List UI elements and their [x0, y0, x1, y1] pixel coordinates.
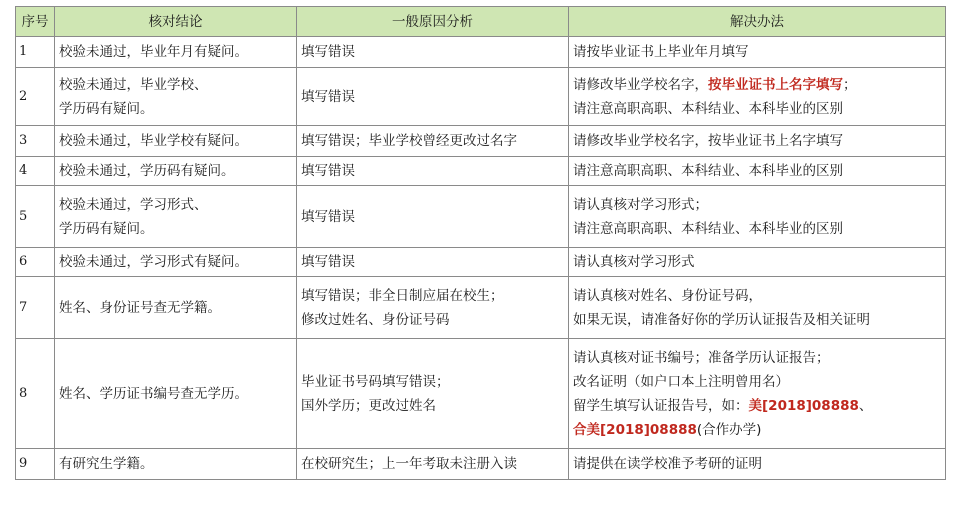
solution-cell	[569, 339, 946, 449]
conclusion-text: 姓名、学历证书编号查无学历。	[59, 385, 248, 402]
solution-text-part: 、	[858, 397, 873, 414]
solution-text	[573, 418, 945, 442]
solution-text: 请提供在读学校准予考研的证明	[573, 456, 762, 472]
row-number: 1	[16, 37, 55, 68]
reason-text: 填写错误；毕业学校曾经更改过名字	[301, 133, 517, 149]
row-number: 9	[16, 449, 55, 480]
solution-text-part: 留学生填写认证报告号，如：	[573, 397, 749, 414]
reason-text: 毕业证书号码填写错误；	[301, 373, 450, 390]
solution-text: 请认真核对证书编号；准备学历认证报告；	[573, 349, 830, 366]
conclusion-cell	[55, 68, 297, 126]
conclusion-cell	[55, 339, 297, 449]
solution-text: 请注意高职高职、本科结业、本科毕业的区别	[573, 220, 843, 237]
conclusion-text: 学历码有疑问。	[59, 220, 154, 237]
solution-cell	[569, 449, 946, 480]
solution-text: 请注意高职高职、本科结业、本科毕业的区别	[573, 163, 843, 179]
highlighted-text: 美[2018]08888	[748, 397, 859, 414]
reason-text: 填写错误	[301, 88, 355, 105]
reason-cell	[297, 339, 569, 449]
solution-text: 请修改毕业学校名字，按毕业证书上名字填写	[573, 133, 843, 149]
solution-text-part: (合作办学)	[696, 421, 762, 438]
row-number: 5	[16, 186, 55, 248]
conclusion-text: 校验未通过，学历码有疑问。	[59, 163, 235, 179]
solution-cell	[569, 157, 946, 186]
reason-text: 填写错误	[301, 208, 355, 225]
table-row	[16, 126, 946, 157]
reason-text: 修改过姓名、身份证号码	[301, 311, 450, 328]
row-number: 7	[16, 277, 55, 339]
row-number: 3	[16, 126, 55, 157]
reason-cell	[297, 248, 569, 277]
reason-cell	[297, 186, 569, 248]
table-row	[16, 68, 946, 126]
conclusion-cell	[55, 248, 297, 277]
conclusion-text: 姓名、身份证号查无学籍。	[59, 299, 221, 316]
conclusion-text: 校验未通过，毕业年月有疑问。	[59, 44, 248, 60]
solution-cell	[569, 277, 946, 339]
conclusion-text: 校验未通过，学习形式有疑问。	[59, 254, 248, 270]
conclusion-cell	[55, 37, 297, 68]
solution-cell	[569, 126, 946, 157]
table-row	[16, 157, 946, 186]
conclusion-text: 学历码有疑问。	[59, 100, 154, 117]
solution-text: 请注意高职高职、本科结业、本科毕业的区别	[573, 100, 843, 117]
row-number: 8	[16, 339, 55, 449]
table-row	[16, 339, 946, 449]
highlighted-text: 按毕业证书上名字填写	[708, 76, 843, 93]
reason-text: 填写错误；非全日制应届在校生；	[301, 287, 504, 304]
solution-text: 请认真核对学习形式	[573, 254, 695, 270]
header-number: 序号	[16, 7, 55, 37]
solution-cell	[569, 248, 946, 277]
conclusion-text: 校验未通过，毕业学校、	[59, 76, 208, 93]
conclusion-cell	[55, 277, 297, 339]
conclusion-text: 校验未通过，毕业学校有疑问。	[59, 133, 248, 149]
reason-text: 在校研究生；上一年考取未注册入读	[301, 456, 517, 472]
reason-cell	[297, 37, 569, 68]
reason-cell	[297, 68, 569, 126]
reason-text: 填写错误	[301, 254, 355, 270]
solution-text: 请按毕业证书上毕业年月填写	[573, 44, 749, 60]
solution-text	[573, 73, 945, 97]
table-row	[16, 248, 946, 277]
conclusion-text: 校验未通过，学习形式、	[59, 196, 208, 213]
conclusion-cell	[55, 449, 297, 480]
reason-cell	[297, 157, 569, 186]
reason-text: 填写错误	[301, 163, 355, 179]
solution-text: 如果无误，请准备好你的学历认证报告及相关证明	[573, 311, 870, 328]
solution-cell	[569, 37, 946, 68]
conclusion-cell	[55, 126, 297, 157]
solution-text	[573, 394, 945, 418]
header-conclusion: 核对结论	[55, 7, 297, 37]
row-number: 4	[16, 157, 55, 186]
conclusion-cell	[55, 157, 297, 186]
reason-text: 填写错误	[301, 44, 355, 60]
solution-text: 请认真核对学习形式；	[573, 196, 708, 213]
solution-cell	[569, 186, 946, 248]
highlighted-text: 合美[2018]08888	[573, 421, 697, 438]
header-solution: 解决办法	[569, 7, 946, 37]
header-row	[16, 7, 946, 37]
header-reason: 一般原因分析	[297, 7, 569, 37]
solution-text-part: 请修改毕业学校名字，	[573, 76, 708, 93]
verification-table	[15, 6, 946, 480]
reason-cell	[297, 126, 569, 157]
row-number: 6	[16, 248, 55, 277]
reason-cell	[297, 277, 569, 339]
table-row	[16, 277, 946, 339]
reason-cell	[297, 449, 569, 480]
table-row	[16, 37, 946, 68]
solution-text-part: ；	[843, 76, 857, 93]
solution-text: 请认真核对姓名、身份证号码，	[573, 287, 762, 304]
solution-text: 改名证明（如户口本上注明曾用名）	[573, 373, 789, 390]
table-row	[16, 449, 946, 480]
conclusion-text: 有研究生学籍。	[59, 456, 154, 472]
conclusion-cell	[55, 186, 297, 248]
row-number: 2	[16, 68, 55, 126]
solution-cell	[569, 68, 946, 126]
reason-text: 国外学历；更改过姓名	[301, 397, 436, 414]
table-row	[16, 186, 946, 248]
